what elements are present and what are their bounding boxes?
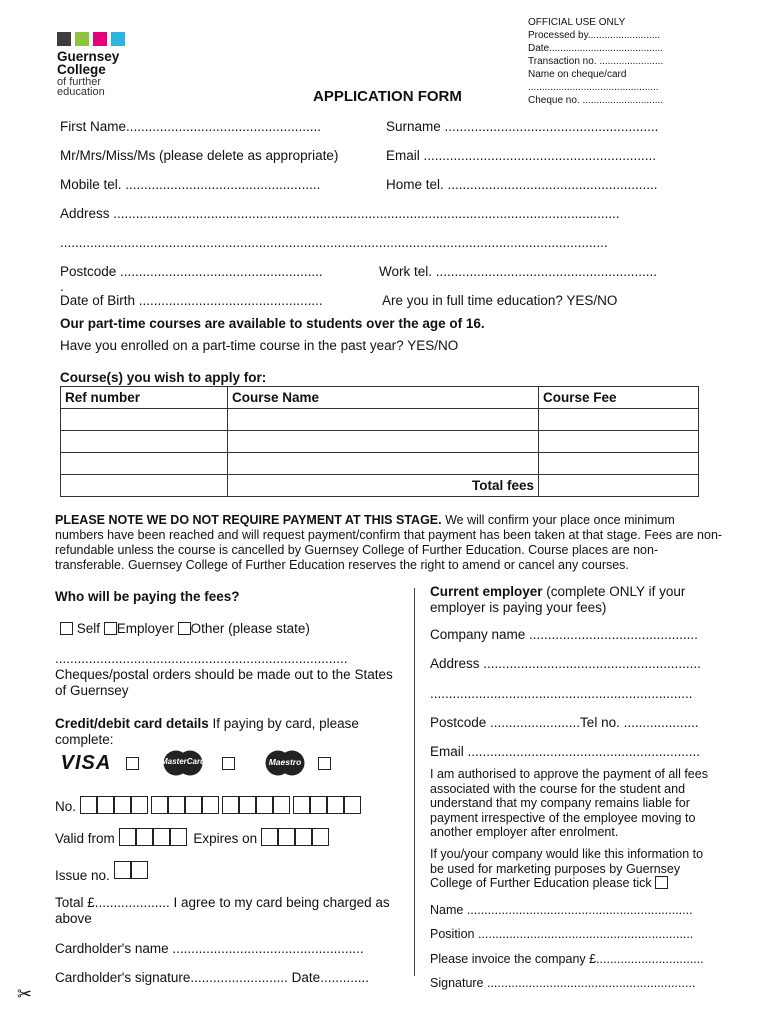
course-name-cell[interactable]	[228, 453, 539, 475]
mastercard-logo-text: MasterCard	[160, 757, 205, 766]
ref-cell[interactable]	[61, 409, 228, 431]
card-number-group-4[interactable]	[293, 796, 361, 814]
employer-address-line2-field[interactable]: ......................................................................	[430, 686, 693, 701]
issue-no-boxes[interactable]	[114, 861, 148, 879]
mobile-field[interactable]: Mobile tel. ....................................................	[60, 177, 321, 192]
other-state-field[interactable]: ..............................................................................	[55, 651, 348, 666]
col-ref-number: Ref number	[61, 387, 228, 409]
payment-note-text: We will confirm your place once minimum numbers have been reached and will request payment/confirm that payment has been taken at that stage. Fees are non-refundable unless the course is cancelled by Guernsey College of Further Education. Course places are non-transferable. Guernsey College of Further Education reserves the right to amend or cancel any courses.	[55, 513, 723, 572]
course-name-cell[interactable]	[228, 409, 539, 431]
total-fees-label: Total fees	[228, 475, 539, 497]
authorisation-text: I am authorised to approve the payment of all fees associated with the course for the student and understand that my company remains liable for payment irrespective of the employee moving to another employer after enrolment.	[430, 767, 708, 839]
postcode-field[interactable]: Postcode ......................................................	[60, 264, 323, 279]
expires-on-boxes[interactable]	[261, 828, 329, 846]
processed-by-field[interactable]: Processed by..........................	[528, 30, 661, 41]
address-field[interactable]: Address .......................................................................................................................................	[60, 206, 620, 221]
table-row	[61, 409, 699, 431]
visa-checkbox[interactable]	[126, 757, 139, 770]
employer-address-field[interactable]: Address ..........................................................	[430, 656, 701, 671]
card-details-text: If paying by card, please complete:	[55, 716, 359, 747]
total-empty-cell	[61, 475, 228, 497]
col-course-fee: Course Fee	[539, 387, 699, 409]
official-date-field[interactable]: Date.........................................	[528, 43, 664, 54]
card-number-label: No.	[55, 799, 77, 814]
form-title: APPLICATION FORM	[313, 88, 462, 105]
logo-square-green	[75, 32, 89, 46]
surname-field[interactable]: Surname .........................................................	[386, 119, 659, 134]
first-name-field[interactable]: First Name....................................................	[60, 119, 322, 134]
employer-postcode-tel-field[interactable]: Postcode ........................Tel no. ....................	[430, 715, 699, 730]
work-tel-field[interactable]: Work tel. ...........................................................	[379, 264, 658, 279]
logo-square-dark	[57, 32, 71, 46]
cardholder-name-field[interactable]: Cardholder's name ...................................................	[55, 941, 364, 956]
self-checkbox[interactable]	[60, 622, 73, 635]
marketing-checkbox[interactable]	[655, 876, 668, 889]
visa-logo	[60, 750, 112, 776]
table-header-row	[61, 387, 699, 409]
employer-checkbox[interactable]	[104, 622, 117, 635]
company-name-field[interactable]: Company name .............................................	[430, 627, 698, 642]
courses-table	[60, 386, 699, 497]
logo-text-line2: College	[57, 62, 106, 77]
card-details-heading: Credit/debit card details	[55, 716, 209, 731]
cheque-no-field[interactable]: Cheque no. .............................	[528, 95, 664, 106]
issue-no-label: Issue no.	[55, 868, 110, 883]
ref-cell[interactable]	[61, 453, 228, 475]
who-pays-heading: Who will be paying the fees?	[55, 589, 240, 604]
name-on-cheque-label: Name on cheque/card	[528, 69, 627, 80]
full-time-question[interactable]: Are you in full time education? YES/NO	[382, 293, 618, 308]
scissors-icon: ✂	[17, 984, 33, 1004]
cheques-note: Cheques/postal orders should be made out to the States of Guernsey	[55, 667, 393, 698]
mastercard-checkbox[interactable]	[222, 757, 235, 770]
issue-no-row	[55, 861, 151, 883]
card-number-group-3[interactable]	[222, 796, 290, 814]
payment-note-bold: PLEASE NOTE WE DO NOT REQUIRE PAYMENT AT THIS STAGE.	[55, 513, 442, 527]
other-checkbox[interactable]	[178, 622, 191, 635]
official-use-block	[528, 16, 663, 107]
employer-heading: Current employer	[430, 584, 543, 599]
card-dates-row	[55, 828, 332, 846]
valid-from-label: Valid from	[55, 831, 115, 846]
payer-options	[60, 621, 310, 636]
invoice-amount-field[interactable]: Please invoice the company £...............................	[430, 952, 704, 966]
marketing-consent	[430, 847, 720, 891]
course-fee-cell[interactable]	[539, 431, 699, 453]
employer-label: Employer	[116, 621, 174, 636]
email-field[interactable]: Email ..............................................................	[386, 148, 657, 163]
card-number-group-1[interactable]	[80, 796, 148, 814]
title-field[interactable]: Mr/Mrs/Miss/Ms (please delete as appropriate)	[60, 148, 339, 163]
address-line2-field[interactable]: ..................................................................................................................................................	[60, 235, 608, 250]
course-fee-cell[interactable]	[539, 409, 699, 431]
cardholder-signature-field[interactable]: Cardholder's signature.......................... Date.............	[55, 970, 369, 985]
employer-name-field[interactable]: Name .................................................................	[430, 903, 693, 917]
maestro-logo	[259, 750, 311, 776]
mastercard-logo	[157, 750, 209, 776]
table-row	[61, 431, 699, 453]
employer-signature-field[interactable]: Signature ............................................................	[430, 976, 696, 990]
transaction-no-field[interactable]: Transaction no. .......................	[528, 56, 664, 67]
name-on-cheque-field[interactable]: ...............................................	[528, 82, 659, 93]
total-fees-cell[interactable]	[539, 475, 699, 497]
self-label: Self	[76, 621, 101, 636]
card-details	[55, 716, 405, 748]
valid-from-boxes[interactable]	[119, 828, 187, 846]
courses-heading: Course(s) you wish to apply for:	[60, 370, 267, 385]
enrolled-question[interactable]: Have you enrolled on a part-time course in the past year? YES/NO	[60, 338, 459, 353]
home-tel-field[interactable]: Home tel. ........................................................	[386, 177, 658, 192]
employer-position-field[interactable]: Position ..............................................................	[430, 927, 694, 941]
employer-heading-note: (complete ONLY if your employer is paying your fees)	[430, 584, 686, 615]
visa-logo-text: VISA	[60, 751, 112, 774]
course-name-cell[interactable]	[228, 431, 539, 453]
logo-square-blue	[111, 32, 125, 46]
logo-text-line1: Guernsey	[57, 49, 120, 64]
official-use-title: OFFICIAL USE ONLY	[528, 17, 626, 28]
employer-heading-block	[430, 584, 730, 615]
dob-field[interactable]: Date of Birth .................................................	[60, 293, 323, 308]
column-divider	[414, 588, 415, 976]
other-label: Other (please state)	[190, 621, 310, 636]
card-number-group-2[interactable]	[151, 796, 219, 814]
card-number-row	[55, 796, 364, 814]
course-fee-cell[interactable]	[539, 453, 699, 475]
payment-note	[55, 513, 725, 573]
expires-on-label: Expires on	[193, 831, 258, 846]
logo-text-line3: of further	[57, 76, 102, 88]
table-row	[61, 453, 699, 475]
total-row	[61, 475, 699, 497]
age-notice: Our part-time courses are available to students over the age of 16.	[60, 316, 485, 331]
maestro-logo-text: Maestro	[268, 757, 302, 767]
employer-email-field[interactable]: Email ..............................................................	[430, 744, 701, 759]
ref-cell[interactable]	[61, 431, 228, 453]
logo-text-line4: education	[57, 86, 105, 98]
maestro-checkbox[interactable]	[318, 757, 331, 770]
total-agreement[interactable]: Total £.................... I agree to my card being charged as above	[55, 895, 390, 926]
stray-dot: .	[60, 279, 64, 294]
logo-square-pink	[93, 32, 107, 46]
col-course-name: Course Name	[228, 387, 539, 409]
marketing-consent-text: If you/your company would like this information to be used for marketing purposes by Guernsey College of Further Education please tick	[430, 847, 704, 890]
